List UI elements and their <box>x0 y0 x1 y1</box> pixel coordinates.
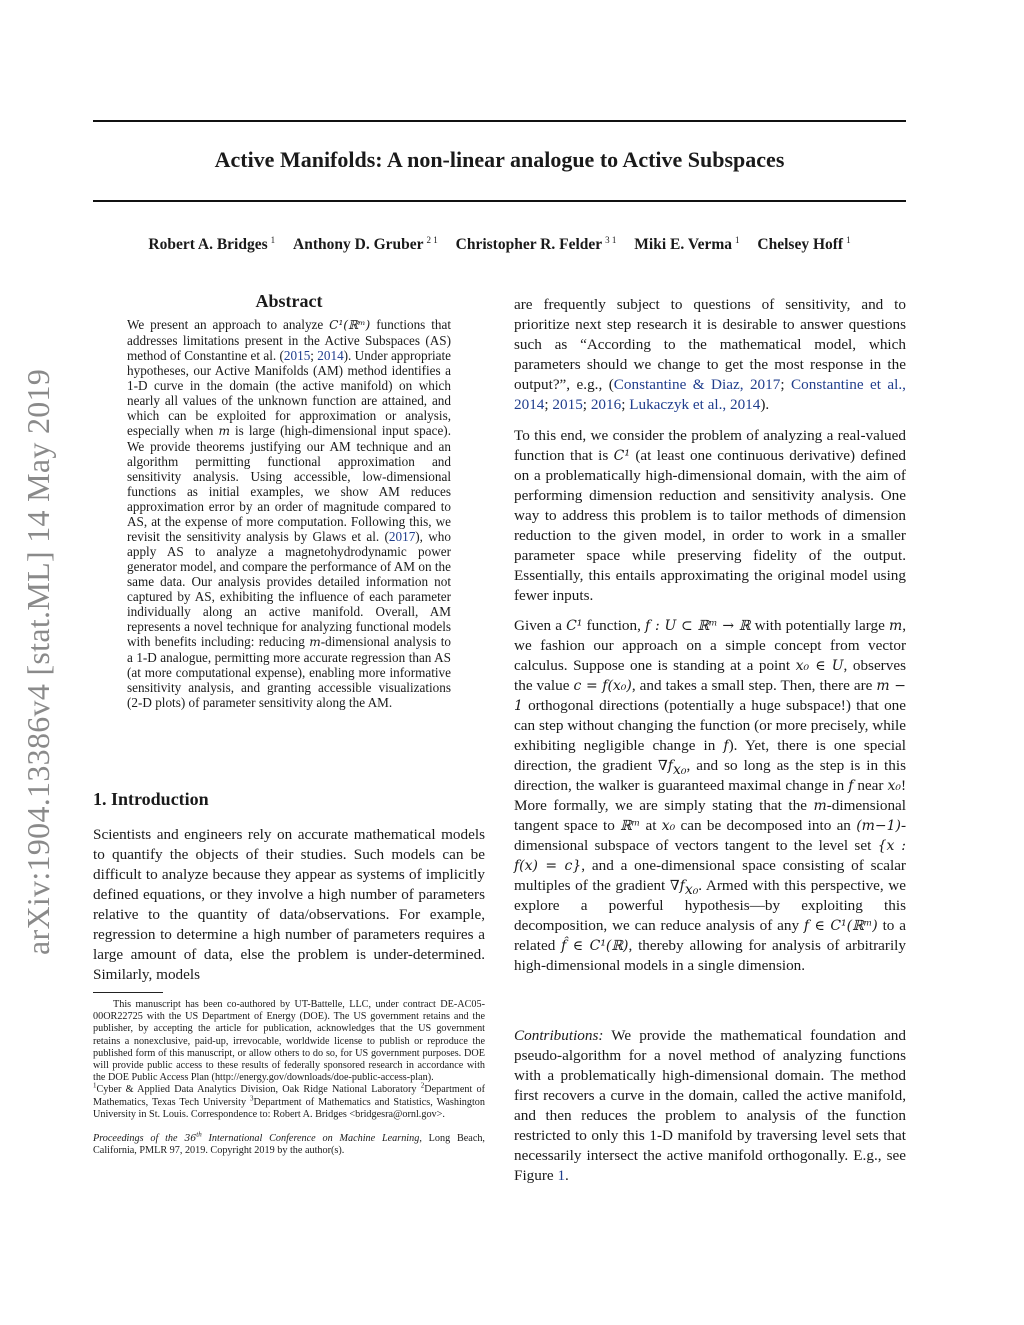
author-name: Anthony D. Gruber <box>293 236 424 253</box>
title-rule-bottom <box>93 200 906 202</box>
footnote-divider <box>93 992 163 993</box>
intro-paragraph: Scientists and engineers rely on accurate mathematical models to quantify the objects of their studies. Such models can be difficult to analyze because they appear as systems of implicitly defined equations, or they involve a high number of parameters relative to the quantity of data/observations. For example, regression to determine a high number of parameters requires a large amount of data, else the problem is under-determined. Similarly, models <box>93 826 485 983</box>
body-paragraph: Given a C¹ function, f : U ⊂ ℝᵐ → ℝ with potentially large m, we fashion our approach on a simple concept from vector calculus. Suppose one is standing at a point x₀ ∈ U, observes the value c = f(x₀), and takes a small step. Then, there are m − 1 orthogonal directions (potentially a huge subspace!) that one can step without changing the function (or more precisely, while exhibiting negligible change in f). Yet, there is one special direction, the gradient $\nabla f_{x_0}$, and so long as the step is in this direction, the walker is guaranteed maximal change in f near x₀! More formally, we are simply stating that the m-dimensional tangent space to ℝᵐ at x₀ can be decomposed into an (m−1)-dimensional subspace of vectors tangent to the level set {x : f(x) = c}, and a one-dimensional space consisting of scalar multiples of the gradient $\nabla f_{x_0}$. Armed with this perspective, we explore a powerful hypothesis—by exploiting this decomposition, we can reduce analysis of any f ∈ C¹(ℝᵐ) to a related f̂ ∈ C¹(ℝ), thereby allowing for analysis of arbitrarily high-dimensional models in a single dimension. <box>514 617 907 974</box>
author-list <box>93 236 906 254</box>
author-name: Chelsey Hoff <box>757 236 844 253</box>
citation-link[interactable]: Lukaczyk et al., 2014 <box>629 396 761 413</box>
abstract-text: We present an approach to analyze C¹(ℝᵐ) functions that addresses limitations present in the Active Subspaces (AS) method of Constantine et al. (2015; 2014). Under appropriate hypotheses, our Active Manifolds (AM) method identifies a 1-D curve in the domain (the active manifold) on which nearly all values of the unknown function are attained, and which can be exploited for approximation or analysis, especially when m is large (high-dimensional input space). We provide theorems justifying our AM technique and an algorithm permitting functional approximation and sensitivity analysis. Using accessible, low-dimensional functions as initial examples, we show AM reduces approximation error by an order of magnitude compared to AS, at the expense of more computation. Following this, we revisit the sensitivity analysis by Glaws et al. (2017), who apply AS to analyze a magnetohydrodynamic power generator model, and compare the performance of AM on the same data. Our analysis provides detailed information not captured by AS, exhibiting the influence of each parameter individually along an active manifold. Overall, AM represents a novel technique for analyzing functional models with benefits including: reducing m-dimensional analysis to a 1-D analogue, permitting more accurate regression than AS (at more computational expense), enabling more informative sensitivity analysis, and granting accessible visualizations (2-D plots) of parameter sensitivity along the AM. <box>127 317 451 710</box>
figure-reference-link[interactable]: 1 <box>557 1167 566 1184</box>
section-heading-introduction: 1. Introduction <box>93 789 209 809</box>
author <box>293 236 438 253</box>
author-affiliation-mark: 3 1 <box>605 235 617 245</box>
title-rule-top <box>93 120 906 122</box>
citation-link[interactable]: 2014 <box>317 348 344 363</box>
copyright-note: This manuscript has been co-authored by UT-Battelle, LLC, under contract DE-AC05-00OR22725 with the US Department of Energy (DOE). The US government retains and the publisher, by accepting the article for publication, acknowledges that the US government retains a nonexclusive, paid-up, irrevocable, worldwide license to publish or reproduce the published form of this manuscript, or allow others to do so, for US government purposes. DOE will provide public access to these results of federally sponsored research in accordance with the DOE Public Access Plan (http://energy.gov/downloads/doe-public-access-plan). <box>93 999 485 1084</box>
citation-link[interactable]: 2016 <box>590 396 622 413</box>
author <box>456 236 617 253</box>
citation-link[interactable]: Constantine & Diaz, 2017 <box>613 376 781 393</box>
citation-link[interactable]: 2017 <box>388 529 416 544</box>
author-affiliation-mark: 1 <box>270 235 276 245</box>
body-paragraph: To this end, we consider the problem of analyzing a real-valued function that is C¹ (at least one continuous derivative) defined on a problematically high-dimensional domain, with the aim of performing dimension reduction and sensitivity analysis. One way to address this problem is to tailor methods of dimension reduction to the given model, in order to work in a smaller parameter space while preserving fidelity of the output. Essentially, this entails approximating the original model using fewer inputs. <box>514 427 906 604</box>
citation-link[interactable]: 2015 <box>283 348 311 363</box>
author <box>757 236 850 253</box>
paper-title: Active Manifolds: A non-linear analogue to Active Subspaces <box>214 147 785 172</box>
author-affiliation-mark: 1 <box>846 235 851 245</box>
contributions-label: Contributions: <box>514 1027 604 1044</box>
arxiv-identifier: arXiv:1904.13386v4 [stat.ML] 14 May 2019 <box>20 368 56 955</box>
math-expression: C¹(ℝᵐ) <box>329 318 371 332</box>
author-name: Robert A. Bridges <box>148 236 268 253</box>
footnotes <box>93 999 485 1157</box>
math-expression: C¹ <box>613 448 630 464</box>
author-name: Christopher R. Felder <box>455 236 603 253</box>
proceedings-note: Proceedings of the 36th International Conference on Machine Learning, Long Beach, California, PMLR 97, 2019. Copyright 2019 by the author(s). <box>93 1130 485 1157</box>
author <box>634 236 739 253</box>
body-paragraph: Contributions: We provide the mathematical foundation and pseudo-algorithm for a novel method of analyzing functions with a problematically high-dimensional domain. The method first recovers a curve in the domain, called the active manifold, and then reduces the problem to analysis of the function restricted to only this 1-D manifold by traversing level sets that necessarily intersect the active manifold orthogonally. E.g., see Figure 1. <box>514 1027 906 1184</box>
author-name: Miki E. Verma <box>634 236 733 253</box>
abstract-heading: Abstract <box>255 291 323 311</box>
author <box>148 236 275 253</box>
affiliations: $^1$Cyber & Applied Data Analytics Division, Oak Ridge National Laboratory $^2$Department of Mathematics, Texas Tech University $^3$Department of Mathematics and Statistics, Washington University in St. Louis. Correspondence to: Robert A. Bridges <bridgesra@ornl.gov>. <box>93 1082 486 1120</box>
math-expression: m <box>309 635 321 649</box>
math-expression: m <box>218 424 230 438</box>
citation-link[interactable]: 2015 <box>552 396 583 413</box>
author-affiliation-mark: 1 <box>735 235 740 245</box>
author-affiliation-mark: 2 1 <box>426 235 438 245</box>
citation-link[interactable]: Constantine et al., 2014 <box>514 376 906 413</box>
body-paragraph: are frequently subject to questions of sensitivity, and to prioritize next step research it is desirable to answer questions such as “According to the mathematical model, which parameters should we change to get the most response in the output?”, e.g., (Constantine & Diaz, 2017; Constantine et al., 2014; 2015; 2016; Lukaczyk et al., 2014). <box>514 296 906 413</box>
